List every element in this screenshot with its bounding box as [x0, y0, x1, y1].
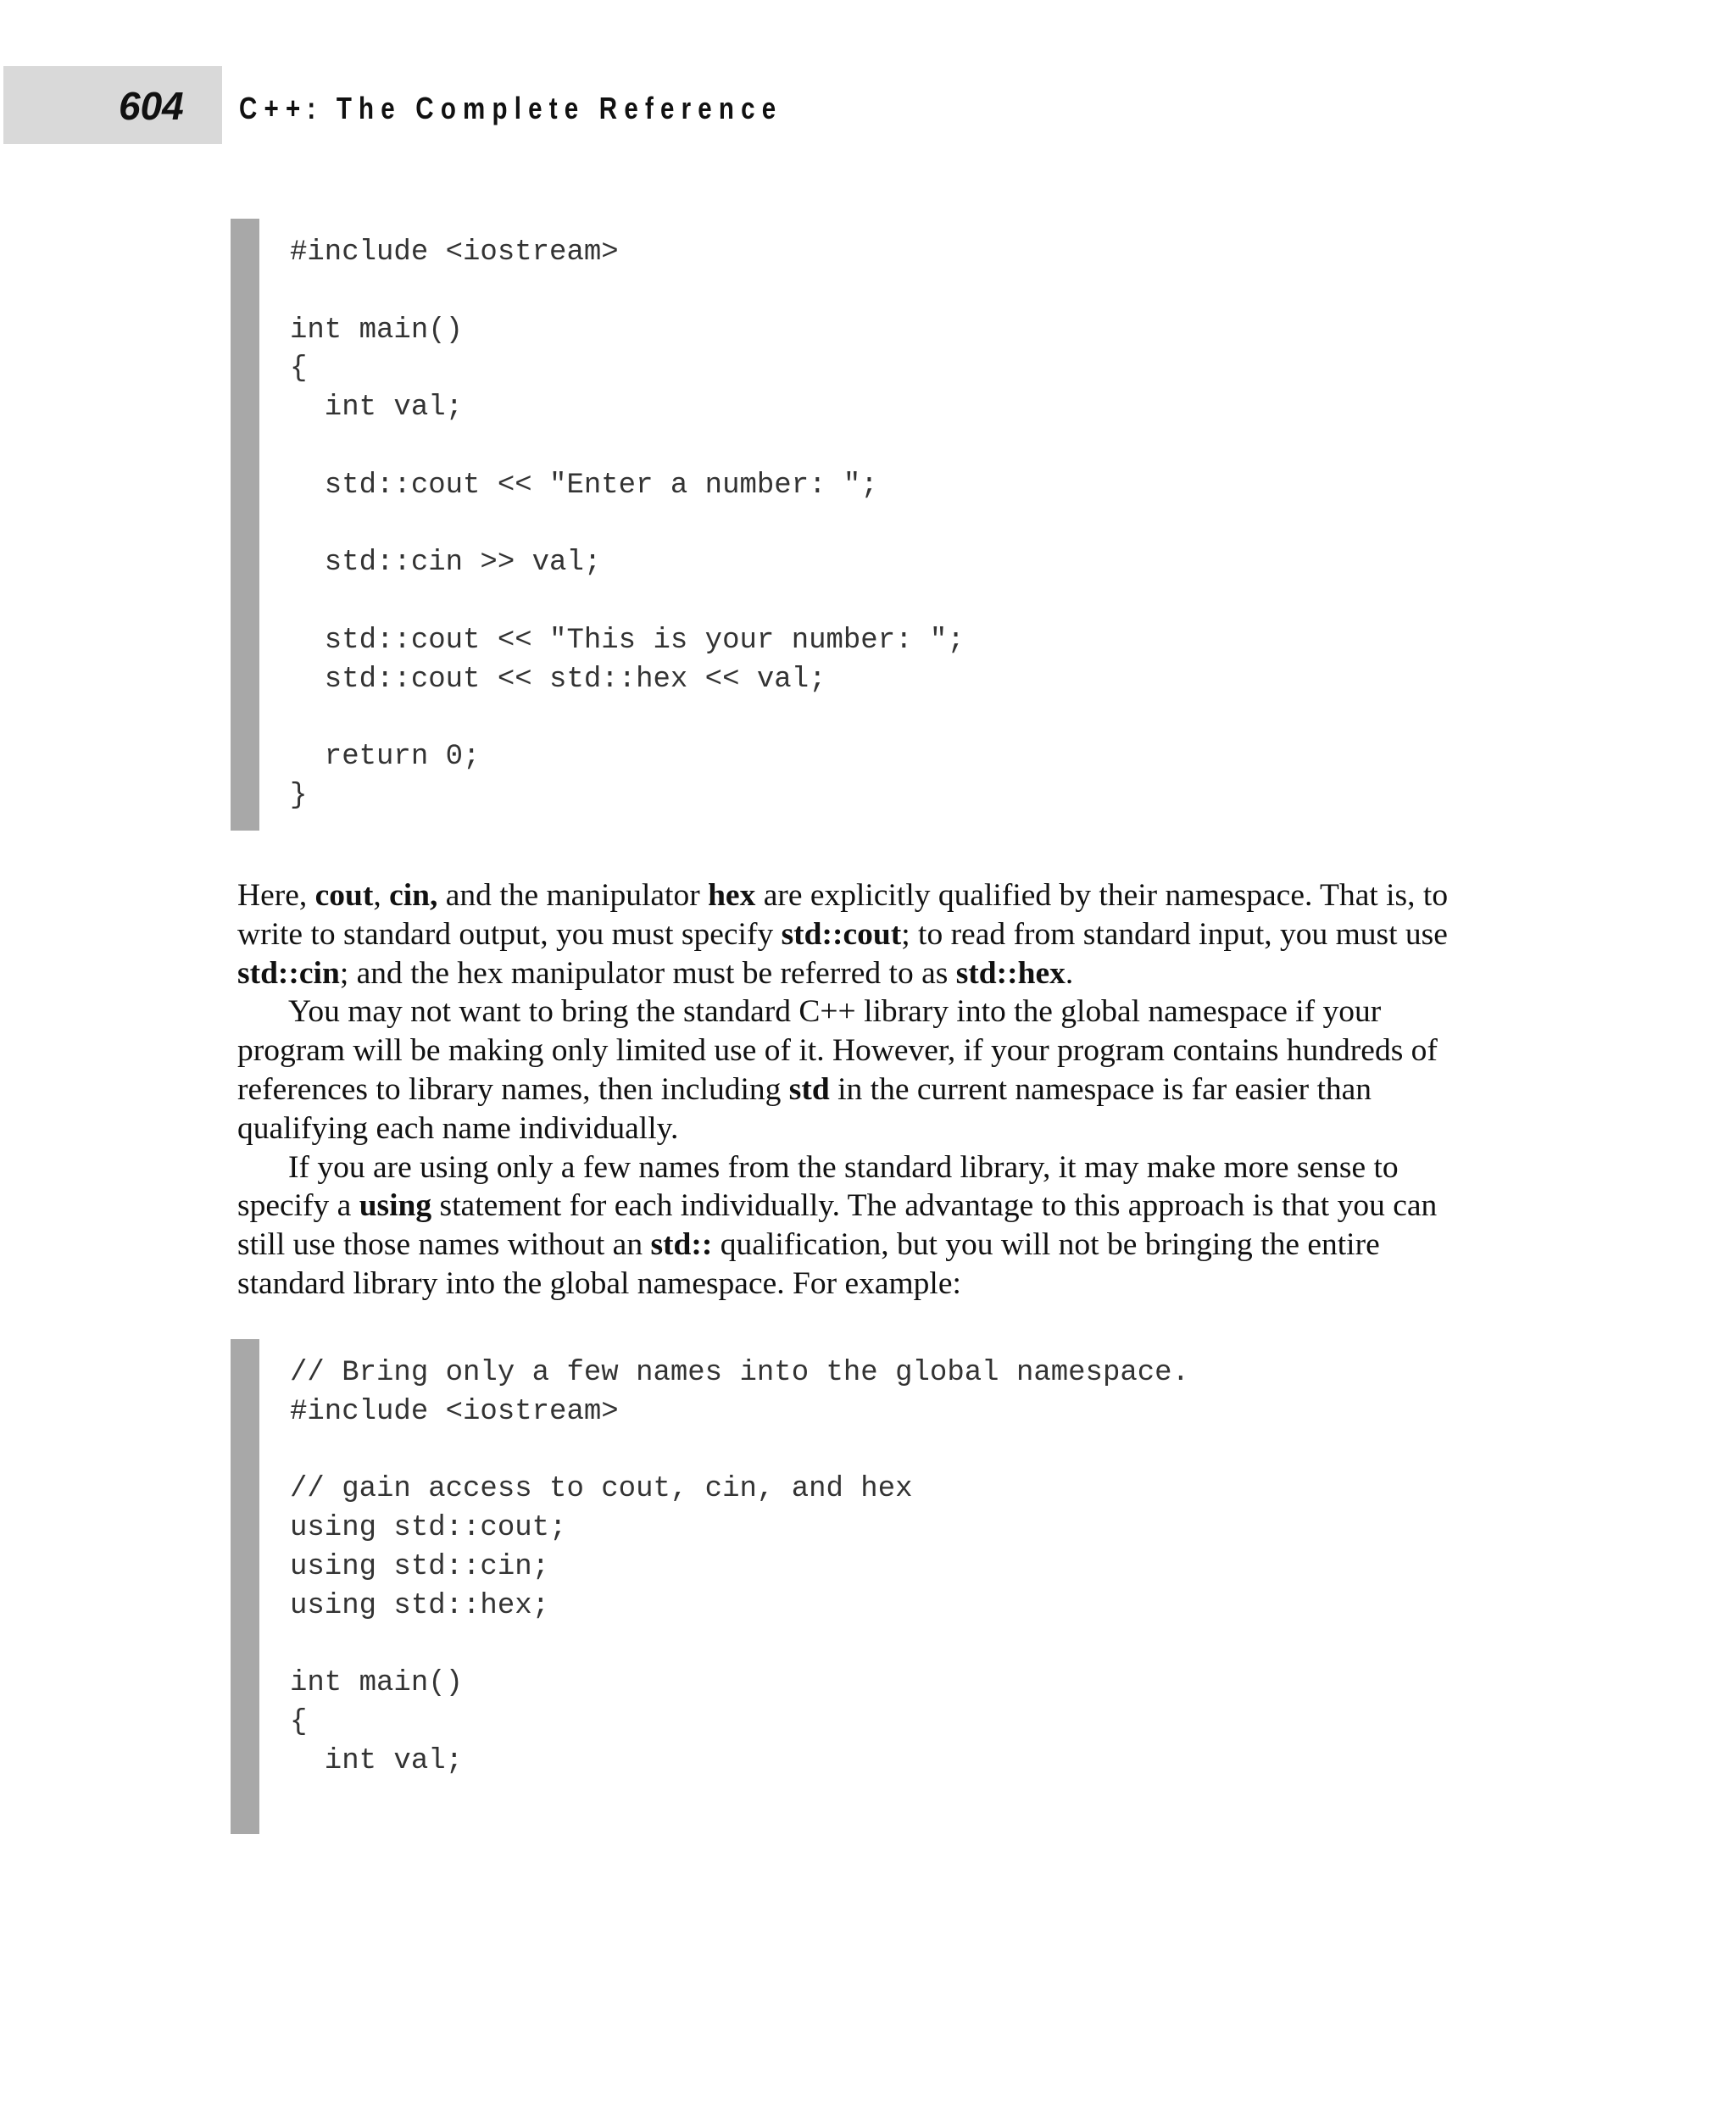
code-listing-2-text [290, 1354, 1189, 1782]
code-line: int val; [290, 1744, 464, 1777]
inline-code-term: cout [314, 878, 374, 913]
code-line: // Bring only a few names into the global namespace. [290, 1357, 1189, 1389]
inline-code-term: std::cout [781, 916, 902, 952]
body-text [237, 876, 1492, 1304]
code-line: { [290, 1706, 308, 1739]
code-line: std::cout << std::hex << val; [290, 663, 826, 696]
code-listing-2 [231, 1339, 1502, 1834]
code-line: using std::cin; [290, 1550, 550, 1583]
code-listing-bar [231, 1339, 259, 1834]
code-line: std::cout << "Enter a number: "; [290, 469, 878, 502]
code-line: int main() [290, 1667, 464, 1700]
code-line: std::cout << "This is your number: "; [290, 624, 965, 657]
inline-code-term: cin, [389, 878, 438, 913]
inline-code-term: std:: [650, 1227, 713, 1263]
page-number-tab [3, 66, 222, 144]
paragraph: You may not want to bring the standard C++ library into the global namespace if your program will be making only limited use of it. However, if your program contains hundreds of references to library names, then including std in the current namespace is far easier than qualifying each name individually. [237, 994, 1438, 1146]
code-line: return 0; [290, 741, 481, 774]
code-line: { [290, 353, 308, 386]
code-line: std::cin >> val; [290, 547, 602, 580]
inline-code-term: std::cin [237, 955, 340, 991]
inline-code-term: std::hex [955, 955, 1066, 991]
paragraph: If you are using only a few names from the standard library, it may make more sense to specify a using statement for each individually. The advantage to this approach is that you can still use those names without an std:: qualification, but you will not be bringing the entire standard library into the global namespace. For example: [237, 1149, 1438, 1301]
paragraph: Here, cout, cin, and the manipulator hex are explicitly qualified by their namespace. That is, to write to standard output, you must specify std::cout; to read from standard input, you must use std::cin; and the hex manipulator must be referred to as std::hex. [237, 878, 1449, 991]
code-line: int main() [290, 314, 464, 347]
code-line: } [290, 780, 308, 813]
code-line: using std::hex; [290, 1589, 550, 1622]
code-listing-bar [231, 219, 259, 831]
inline-code-term: using [359, 1188, 432, 1224]
code-listing-1-text [290, 234, 965, 816]
inline-code-term: std [788, 1071, 830, 1107]
code-line: #include <iostream> [290, 236, 619, 269]
code-line: using std::cout; [290, 1512, 567, 1545]
code-listing-1 [231, 219, 1502, 831]
page-number: 604 [119, 84, 184, 128]
code-line: #include <iostream> [290, 1395, 619, 1428]
code-line: int val; [290, 392, 464, 425]
inline-code-term: hex [708, 878, 756, 913]
running-head: C++: The Complete Reference [239, 91, 783, 125]
code-line: // gain access to cout, cin, and hex [290, 1473, 913, 1506]
